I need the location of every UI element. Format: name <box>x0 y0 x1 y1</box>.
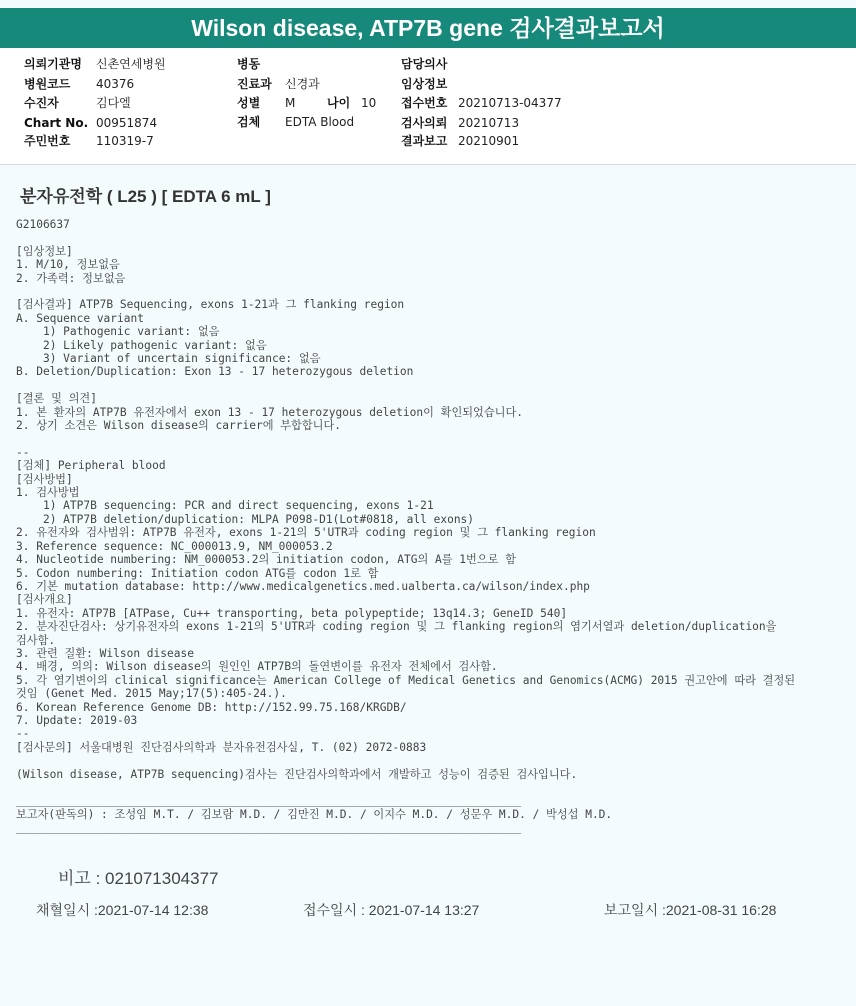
hospital-code-label: 병원코드 <box>24 77 71 91</box>
report-line: [검사개요] <box>16 593 73 607</box>
report-line <box>16 285 848 298</box>
report-datetime-value: 2021-08-31 16:28 <box>665 902 777 918</box>
resident-no-label: 주민번호 <box>24 134 71 148</box>
report-line: 1) Pathogenic variant: 없음 <box>16 325 220 339</box>
report-body <box>16 218 848 835</box>
remark-label: 비고 : <box>58 869 101 888</box>
report-line: 4. 배경, 의의: Wilson disease의 원인인 ATP7B의 돌연변이를 유전자 전체에서 검사함. <box>16 660 498 674</box>
receipt-datetime-label: 접수일시 : <box>303 902 365 918</box>
report-datetime <box>604 900 776 920</box>
receipt-no-value: 20210713-04377 <box>458 96 562 110</box>
report-line: B. Deletion/Duplication: Exon 13 - 17 heterozygous deletion <box>16 365 414 379</box>
report-line: [임상정보] <box>16 244 73 258</box>
sex-label: 성별 <box>237 96 261 110</box>
report-line: 2. 분자진단검사: 상기유전자의 exons 1-21의 5'UTR과 coding region 및 그 flanking region의 염기서열과 deletion/duplication을 <box>16 620 777 634</box>
report-line: 2) Likely pathogenic variant: 없음 <box>16 338 267 352</box>
chart-no-value: 00951874 <box>96 116 158 130</box>
ward-label: 병동 <box>237 57 261 71</box>
report-line: 1. 검사방법 <box>16 486 80 500</box>
collect-value: 2021-07-14 12:38 <box>97 902 209 918</box>
report-line: -- <box>16 727 30 741</box>
remark-value: 021071304377 <box>105 869 219 888</box>
report-line: 1. M/10, 정보없음 <box>16 258 120 272</box>
report-line: 7. Update: 2019-03 <box>16 713 138 727</box>
section-title: 분자유전학 ( L25 ) [ EDTA 6 mL ] <box>20 187 271 206</box>
report-line: ___________________________________________________________________________ <box>16 794 522 808</box>
institution-value: 신촌연세병원 <box>96 57 166 71</box>
institution-label: 의뢰기관명 <box>24 57 82 71</box>
age-label: 나이 <box>327 96 351 110</box>
report-title: Wilson disease, ATP7B gene 검사결과보고서 <box>0 8 856 48</box>
report-line <box>16 781 848 794</box>
specimen-value: EDTA Blood <box>285 115 355 129</box>
age-value: 10 <box>361 96 377 110</box>
report-line: 것임 (Genet Med. 2015 May;17(5):405-24.). <box>16 687 287 701</box>
report-line: 6. 기본 mutation database: http://www.medicalgenetics.med.ualberta.ca/wilson/index.php <box>16 579 590 593</box>
report-line: (Wilson disease, ATP7B sequencing)검사는 진단검사의학과에서 개발하고 성능이 검증된 검사입니다. <box>16 767 578 781</box>
report-line <box>16 231 848 244</box>
report-line: 5. Codon numbering: Initiation codon ATG를 codon 1로 함 <box>16 566 379 580</box>
patient-value: 김다엘 <box>96 96 131 110</box>
collect-label: 채혈일시 : <box>36 902 98 918</box>
report-line: 3) Variant of uncertain significance: 없음 <box>16 352 321 366</box>
receipt-datetime <box>303 900 479 920</box>
clinical-info-label: 임상정보 <box>401 77 448 91</box>
report-line <box>16 754 848 767</box>
report-line: 6. Korean Reference Genome DB: http://152.99.75.168/KRGDB/ <box>16 700 407 714</box>
doctor-label: 담당의사 <box>401 57 448 71</box>
hospital-code-value: 40376 <box>96 77 135 91</box>
report-line: 3. Reference sequence: NC_000013.9, NM_000053.2 <box>16 539 333 553</box>
receipt-datetime-value: 2021-07-14 13:27 <box>368 902 480 918</box>
report-datetime-label: 보고일시 : <box>604 902 666 918</box>
report-date-value: 20210901 <box>458 134 520 148</box>
report-line: [검사방법] <box>16 472 73 486</box>
dept-value: 신경과 <box>285 77 320 91</box>
report-line: [검체] Peripheral blood <box>16 459 166 473</box>
chart-no-label: Chart No. <box>24 116 89 130</box>
report-line: 2. 유전자와 검사범위: ATP7B 유전자, exons 1-21의 5'UTR과 coding region 및 그 flanking region <box>16 526 596 540</box>
request-date-label: 검사의뢰 <box>401 116 448 130</box>
report-line: [검사결과] ATP7B Sequencing, exons 1-21과 그 flanking region <box>16 298 405 312</box>
resident-no-value: 110319-7 <box>96 134 154 148</box>
receipt-no-label: 접수번호 <box>401 96 448 110</box>
report-line: A. Sequence variant <box>16 311 144 325</box>
report-line: 2. 가족력: 정보없음 <box>16 271 126 285</box>
report-line: 2) ATP7B deletion/duplication: MLPA P098-D1(Lot#0818, all exons) <box>16 512 475 526</box>
report-line: -- <box>16 445 30 459</box>
report-date-label: 결과보고 <box>401 134 448 148</box>
report-line: 3. 관련 질환: Wilson disease <box>16 646 194 660</box>
report-line: 1. 유전자: ATP7B [ATPase, Cu++ transporting, beta polypeptide; 13q14.3; GeneID 540] <box>16 606 568 620</box>
specimen-label: 검체 <box>237 115 261 129</box>
report-line: 1) ATP7B sequencing: PCR and direct sequencing, exons 1-21 <box>16 499 434 513</box>
patient-label: 수진자 <box>24 96 59 110</box>
sex-value: M <box>285 96 296 110</box>
report-line: 보고자(판독의) : 조성임 M.T. / 김보람 M.D. / 김만진 M.D. / 이지수 M.D. / 성문우 M.D. / 박성섭 M.D. <box>16 807 613 821</box>
report-line <box>16 432 848 445</box>
report-line: 4. Nucleotide numbering: NM_000053.2의 initiation codon, ATG의 A를 1번으로 함 <box>16 553 516 567</box>
report-line: 5. 각 염기변이의 clinical significance는 American College of Medical Genetics and Genomics(ACMG) 2015 권고안에 따라 결정된 <box>16 673 796 687</box>
report-line: 검사함. <box>16 633 56 647</box>
remark-row <box>58 864 219 889</box>
report-line: 1. 본 환자의 ATP7B 유전자에서 exon 13 - 17 heterozygous deletion이 확인되었습니다. <box>16 405 524 419</box>
report-line <box>16 379 848 392</box>
collect-datetime <box>36 900 208 920</box>
report-line: [검사문의] 서울대병원 진단검사의학과 분자유전검사실, T. (02) 2072-0883 <box>16 740 427 754</box>
request-date-value: 20210713 <box>458 116 520 130</box>
report-line: 2. 상기 소견은 Wilson disease의 carrier에 부합합니다. <box>16 419 342 433</box>
patient-info-panel <box>0 48 856 165</box>
report-line: G2106637 <box>16 218 70 231</box>
report-line: ___________________________________________________________________________ <box>16 821 522 835</box>
report-line: [결론 및 의견] <box>16 392 97 406</box>
dept-label: 진료과 <box>237 77 272 91</box>
